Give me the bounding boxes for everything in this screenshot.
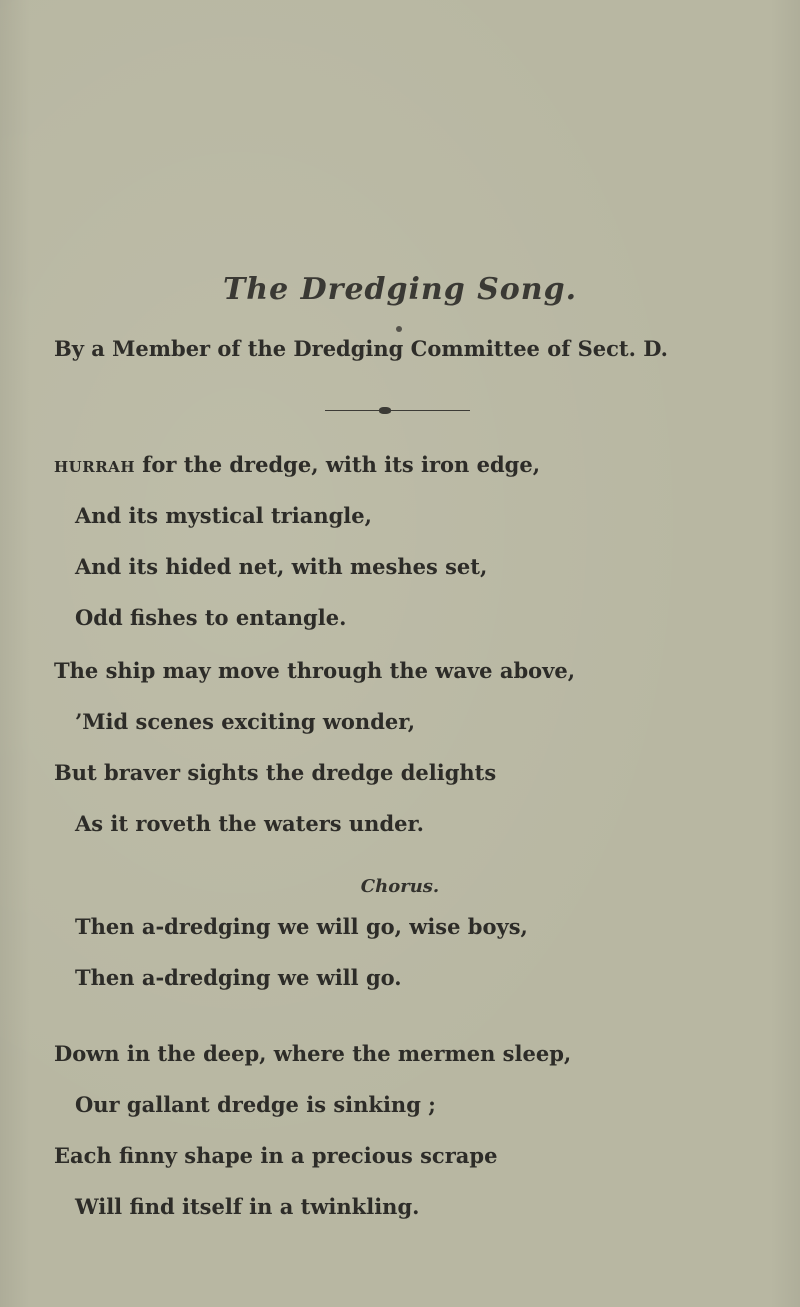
verse-line: And its mystical triangle, — [75, 503, 372, 528]
byline: By a Member of the Dredging Committee of Sect. D. — [54, 336, 668, 361]
verse-line-text: for the dredge, with its iron edge, — [135, 452, 540, 477]
verse-line: But braver sights the dredge delights — [54, 760, 497, 785]
chorus-line: Then a-dredging we will go, wise boys, — [75, 914, 528, 939]
divider-ornament — [379, 407, 391, 414]
verse-line: Will find itself in a twinkling. — [75, 1194, 420, 1219]
ornament-dot — [396, 326, 402, 332]
verse-line: ’Mid scenes exciting wonder, — [75, 709, 416, 734]
verse-line: As it roveth the waters under. — [75, 811, 424, 836]
chorus-line: Then a-dredging we will go. — [75, 965, 402, 990]
verse-line: Each finny shape in a precious scrape — [54, 1143, 498, 1168]
chorus-label: Chorus. — [360, 876, 440, 897]
song-title: The Dredging Song. — [222, 272, 578, 307]
verse-line: The ship may move through the wave above, — [54, 658, 576, 683]
divider-rule — [325, 410, 470, 411]
verse-line: Our gallant dredge is sinking ; — [75, 1092, 436, 1117]
verse-line — [54, 454, 540, 475]
drop-word: HURRAH — [54, 458, 135, 476]
verse-line: Odd fishes to entangle. — [75, 605, 347, 630]
verse-line: Down in the deep, where the mermen sleep, — [54, 1041, 572, 1066]
verse-line: And its hided net, with meshes set, — [75, 554, 488, 579]
